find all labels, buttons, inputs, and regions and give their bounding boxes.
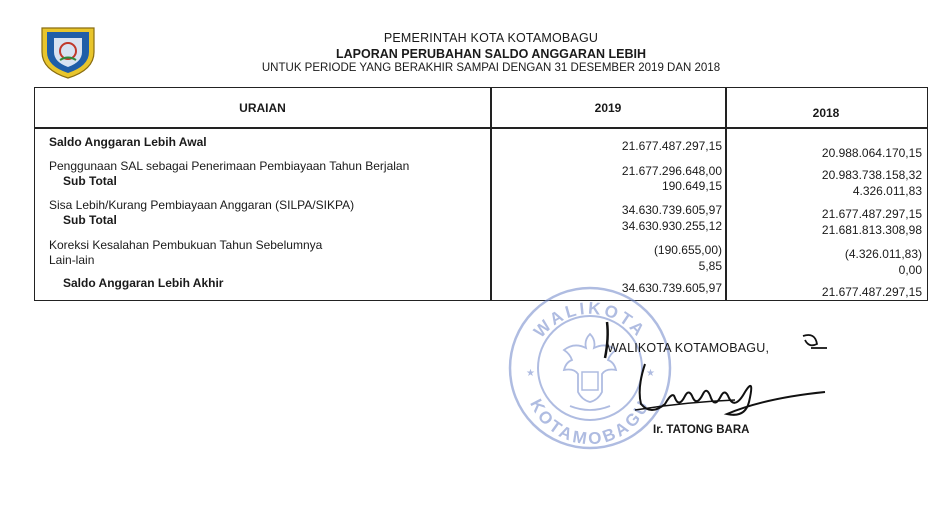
value-2018: 21.677.487.297,15 <box>821 285 922 299</box>
value-2019: 34.630.739.605,97 <box>621 281 722 295</box>
row-label: Saldo Anggaran Lebih Awal <box>49 135 207 149</box>
value-2018: 21.681.813.308,98 <box>821 223 922 237</box>
row-label: Penggunaan SAL sebagai Penerimaan Pembiayaan Tahun Berjalan <box>49 159 410 173</box>
signature-title: WALIKOTA KOTAMOBAGU, <box>607 341 770 355</box>
report-period: UNTUK PERIODE YANG BERAKHIR SAMPAI DENGAN 31 DESEMBER 2019 DAN 2018 <box>261 62 721 74</box>
value-2018: 20.983.738.158,32 <box>821 168 922 182</box>
value-2019: 190.649,15 <box>661 179 722 193</box>
row-label-subtotal: Sub Total <box>63 213 117 227</box>
header-government: PEMERINTAH KOTA KOTAMOBAGU <box>383 31 599 45</box>
value-2019: (190.655,00) <box>653 243 722 257</box>
value-2019: 34.630.930.255,12 <box>621 219 722 233</box>
column-header-2019: 2019 <box>594 101 622 115</box>
value-2018: 21.677.487.297,15 <box>821 207 922 221</box>
column-divider <box>490 88 492 300</box>
column-header-2018: 2018 <box>812 106 840 120</box>
row-label: Sisa Lebih/Kurang Pembiayaan Anggaran (SILPA/SIKPA) <box>49 198 355 212</box>
value-2019: 21.677.487.297,15 <box>621 139 722 153</box>
row-label: Lain-lain <box>49 253 95 267</box>
value-2018: 0,00 <box>898 263 922 277</box>
value-2019: 5,85 <box>698 259 722 273</box>
signatory-name: Ir. TATONG BARA <box>653 424 750 436</box>
svg-text:★: ★ <box>646 368 655 379</box>
sal-table <box>34 87 928 301</box>
value-2018: (4.326.011,83) <box>844 247 922 261</box>
svg-text:★: ★ <box>526 368 535 379</box>
value-2018: 20.988.064.170,15 <box>821 146 922 160</box>
row-label: Koreksi Kesalahan Pembukuan Tahun Sebelumnya <box>49 238 323 252</box>
value-2018: 4.326.011,83 <box>852 184 922 198</box>
value-2019: 21.677.296.648,00 <box>621 164 722 178</box>
value-2019: 34.630.739.605,97 <box>621 203 722 217</box>
column-header-uraian: URAIAN <box>239 101 286 115</box>
handwritten-signature-icon <box>595 318 835 428</box>
header-divider <box>35 127 927 129</box>
row-label-subtotal: Sub Total <box>63 174 117 188</box>
svg-text:WALIKOTA: WALIKOTA <box>530 298 651 342</box>
svg-text:KOTAMOBAGU: KOTAMOBAGU <box>526 395 654 449</box>
report-title: LAPORAN PERUBAHAN SALDO ANGGARAN LEBIH <box>336 47 646 61</box>
row-label-total: Saldo Anggaran Lebih Akhir <box>63 276 224 290</box>
